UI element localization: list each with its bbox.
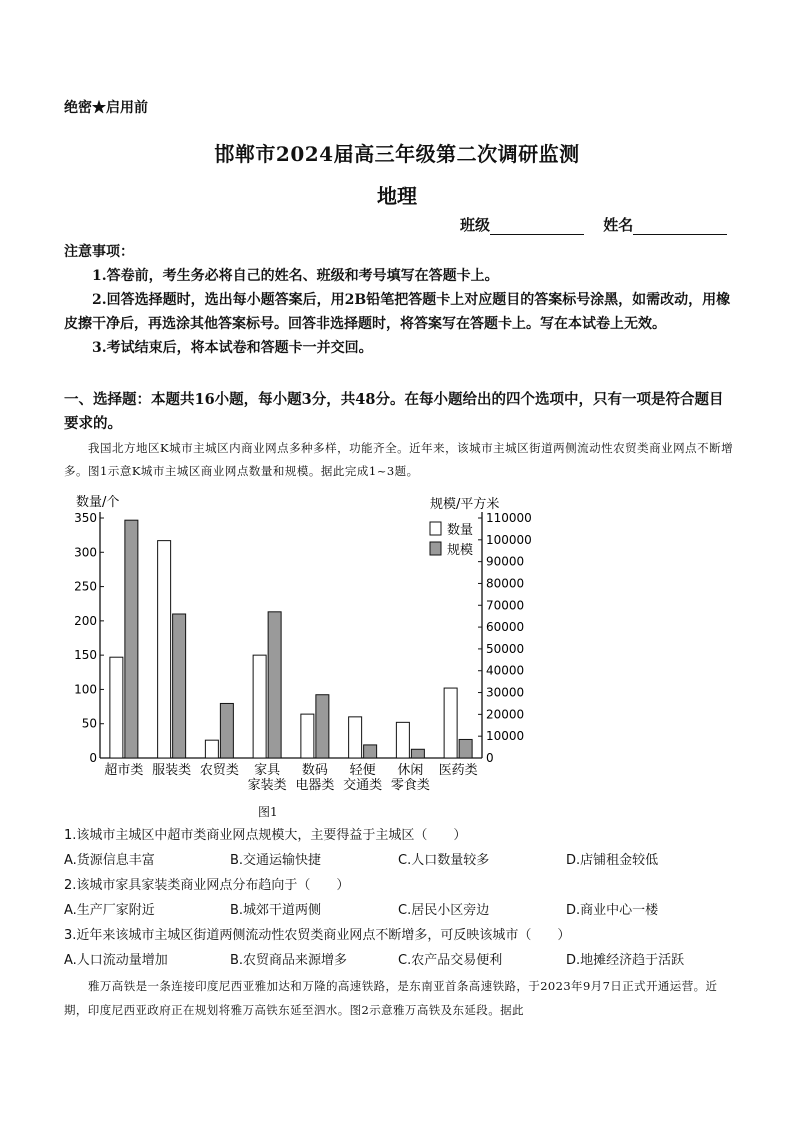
question-intro: 我国北方地区K城市主城区内商业网点多种多样，功能齐全。近年来，该城市主城区街道两侧流动性农贸类商业网点不断增多。图1示意K城市主城区商业网点数量和规模。据此完成1~3题。 xyxy=(64,441,734,478)
option-b[interactable]: B.交通运输快捷 xyxy=(230,853,322,868)
y-axis-left-label: 数量/个 xyxy=(76,495,120,510)
confidential-mark: 绝密★启用前 xyxy=(64,100,148,116)
x-tick-label: 休闲 xyxy=(397,763,424,778)
name-blank[interactable] xyxy=(633,218,727,235)
x-tick-label: 电器类 xyxy=(295,778,335,793)
x-tick-label: 数码 xyxy=(301,763,328,778)
bar-count xyxy=(301,714,314,758)
bar-scale xyxy=(268,612,281,758)
notes-heading: 注意事项： xyxy=(64,244,134,260)
legend-swatch xyxy=(430,522,441,535)
legend-label: 规模 xyxy=(447,543,474,558)
option-c[interactable]: C.农产品交易便利 xyxy=(398,953,503,968)
bar-count xyxy=(110,657,123,758)
y-tick-label-right: 40000 xyxy=(486,663,525,678)
passage-2: 雅万高铁是一条连接印度尼西亚雅加达和万隆的高速铁路，是东南亚首条高速铁路，于2023年9月7日正式开通运营。近期，印度尼西亚政府正在规划将雅万高铁东延至泗水。图2示意雅万高铁及东延段。据此 xyxy=(64,979,718,1017)
option-c[interactable]: C.居民小区旁边 xyxy=(398,903,490,918)
y-tick-label-right: 50000 xyxy=(486,641,525,656)
y-tick-label-right: 110000 xyxy=(486,511,532,525)
legend-swatch xyxy=(430,542,441,555)
option-c[interactable]: C.人口数量较多 xyxy=(398,853,490,868)
bar-count xyxy=(396,722,409,758)
y-tick-label-right: 100000 xyxy=(486,532,532,547)
option-d[interactable]: D.店铺租金较低 xyxy=(566,853,659,868)
class-name-line xyxy=(460,214,741,235)
y-tick-label-left: 150 xyxy=(74,648,97,663)
y-tick-label-left: 300 xyxy=(74,545,97,560)
option-d[interactable]: D.地摊经济趋于活跃 xyxy=(566,953,685,968)
bar-scale xyxy=(316,695,329,758)
y-tick-label-right: 20000 xyxy=(486,707,525,722)
y-tick-label-left: 200 xyxy=(74,613,97,628)
question-1: 1.该城市主城区中超市类商业网点规模大，主要得益于主城区（ ） xyxy=(64,828,467,843)
y-tick-label-right: 30000 xyxy=(486,685,525,700)
figure-caption: 图1 xyxy=(258,805,278,819)
option-d[interactable]: D.商业中心一楼 xyxy=(566,903,659,918)
y-tick-label-right: 10000 xyxy=(486,729,525,744)
x-tick-label: 服装类 xyxy=(152,763,192,778)
section-heading: 一、选择题：本题共16小题，每小题3分，共48分。在每小题给出的四个选项中，只有一项是符合题目要求的。 xyxy=(64,391,724,432)
bar-count xyxy=(444,688,457,758)
y-tick-label-left: 350 xyxy=(74,511,97,525)
y-axis-right-label: 规模/平方米 xyxy=(430,497,500,512)
x-tick-label: 超市类 xyxy=(104,763,144,778)
bar-scale xyxy=(364,745,377,758)
note-item: 1.答卷前，考生务必将自己的姓名、班级和考号填写在答题卡上。 xyxy=(92,268,499,284)
bar-count xyxy=(205,740,218,758)
note-item: 3.考试结束后，将本试卷和答题卡一并交回。 xyxy=(92,340,373,356)
y-tick-label-right: 60000 xyxy=(486,620,525,635)
option-a[interactable]: A.生产厂家附近 xyxy=(64,903,155,918)
note-item: 2.回答选择题时，选出每小题答案后，用2B铅笔把答题卡上对应题目的答案标号涂黑，如需改动，用橡皮擦干净后，再选涂其他答案标号。回答非选择题时，将答案写在答题卡上。写在本试卷上无效。 xyxy=(64,292,731,332)
subject-title: 地理 xyxy=(377,184,417,208)
x-tick-label: 轻便 xyxy=(349,763,376,778)
y-tick-label-left: 50 xyxy=(81,716,97,731)
bar-scale xyxy=(459,739,472,758)
question-3: 3.近年来该城市主城区街道两侧流动性农贸类商业网点不断增多，可反映该城市（ ） xyxy=(64,928,571,943)
bar-scale xyxy=(220,703,233,758)
option-a[interactable]: A.人口流动量增加 xyxy=(64,953,168,968)
option-a[interactable]: A.货源信息丰富 xyxy=(64,853,155,868)
x-tick-label: 交通类 xyxy=(343,778,383,793)
figure1-chart xyxy=(62,490,552,795)
bar-scale xyxy=(411,749,424,758)
legend-label: 数量 xyxy=(447,523,474,538)
class-label: 班级 xyxy=(460,216,491,234)
y-tick-label-right: 0 xyxy=(486,751,494,765)
bar-scale xyxy=(125,520,138,758)
x-tick-label: 医药类 xyxy=(438,763,478,778)
x-tick-label: 零食类 xyxy=(390,778,430,793)
y-tick-label-left: 100 xyxy=(74,682,97,697)
name-label: 姓名 xyxy=(603,216,634,234)
bar-count xyxy=(158,541,171,758)
y-tick-label-right: 80000 xyxy=(486,576,525,591)
exam-title: 邯郸市2024届高三年级第二次调研监测 xyxy=(214,142,580,166)
y-tick-label-right: 90000 xyxy=(486,554,525,569)
option-b[interactable]: B.农贸商品来源增多 xyxy=(230,953,348,968)
class-blank[interactable] xyxy=(490,218,584,235)
notes-list xyxy=(64,264,734,360)
y-tick-label-left: 0 xyxy=(89,751,97,765)
y-tick-label-left: 250 xyxy=(74,579,97,594)
y-tick-label-right: 70000 xyxy=(486,598,525,613)
bar-count xyxy=(349,717,362,758)
option-b[interactable]: B.城郊干道两侧 xyxy=(230,903,322,918)
x-tick-label: 农贸类 xyxy=(199,763,239,778)
bar-count xyxy=(253,655,266,758)
x-tick-label: 家装类 xyxy=(247,778,287,793)
bar-scale xyxy=(173,614,186,758)
x-tick-label: 家具 xyxy=(254,763,281,778)
question-2: 2.该城市家具家装类商业网点分布趋向于（ ） xyxy=(64,878,350,893)
